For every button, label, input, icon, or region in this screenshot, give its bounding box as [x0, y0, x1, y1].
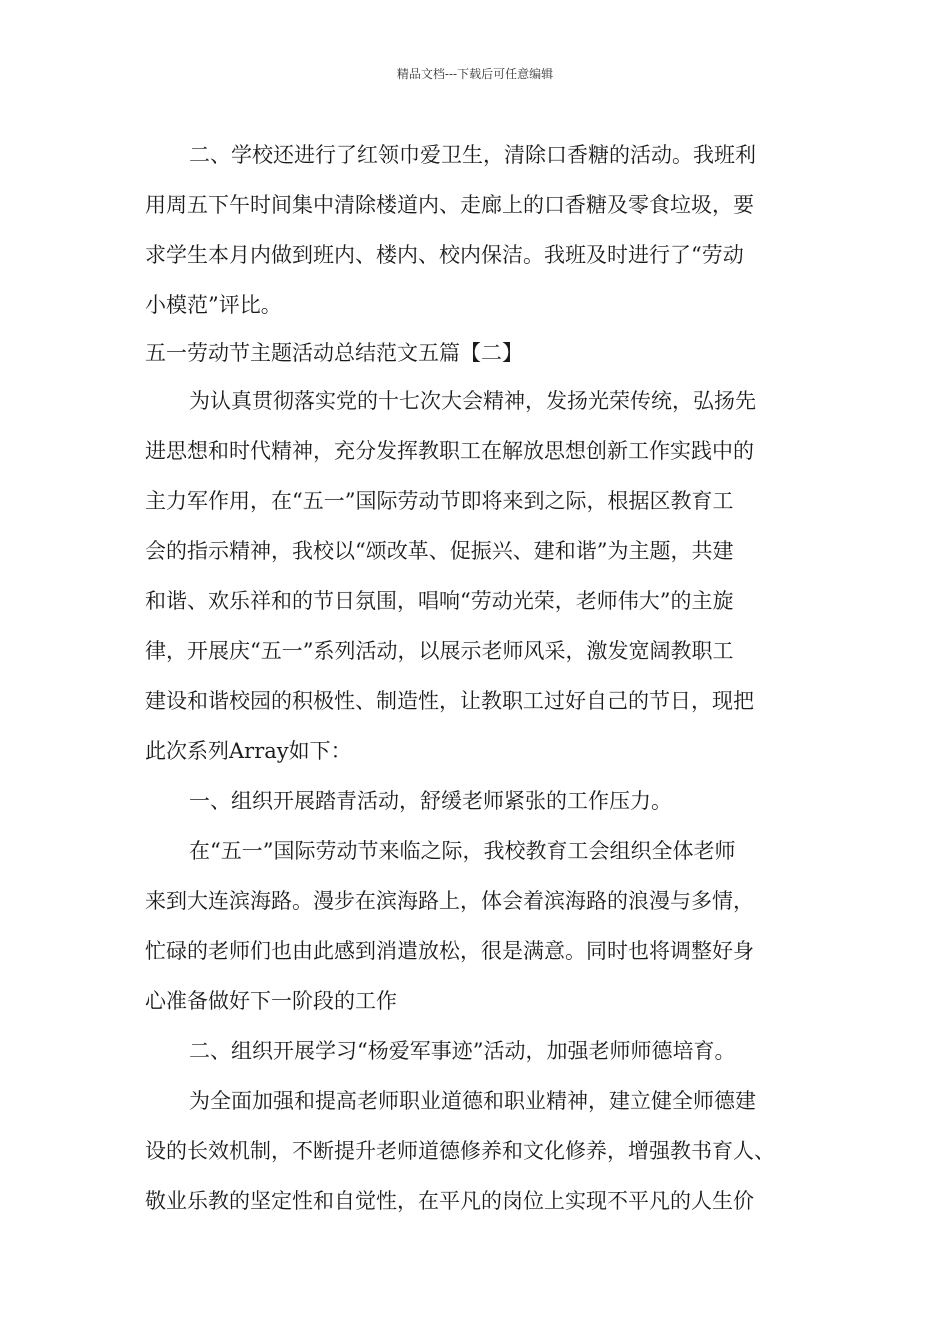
paragraph-line: 主力军作用，在“五一”国际劳动节即将来到之际，根据区教育工	[145, 489, 734, 513]
paragraph-line: 敬业乐教的坚定性和自觉性，在平凡的岗位上实现不平凡的人生价	[145, 1189, 754, 1213]
paragraph-line: 为全面加强和提高老师职业道德和职业精神，建立健全师德建	[189, 1089, 756, 1113]
paragraph-line: 二、组织开展学习“杨爱军事迹”活动，加强老师师德培育。	[189, 1039, 736, 1063]
paragraph-line: 心准备做好下一阶段的工作	[145, 989, 397, 1013]
section-heading: 五一劳动节主题活动总结范文五篇【二】	[145, 341, 523, 365]
paragraph-line: 建设和谐校园的积极性、制造性，让教职工过好自己的节日，现把	[145, 689, 754, 713]
page-header: 精品文档---下载后可任意编辑	[396, 67, 554, 81]
paragraph-line: 在“五一”国际劳动节来临之际，我校教育工会组织全体老师	[189, 839, 736, 863]
paragraph-line: 设的长效机制，不断提升老师道德修养和文化修养，增强教书育人、	[145, 1139, 775, 1163]
paragraph-line: 此次系列Array如下：	[145, 739, 352, 763]
document-body	[145, 130, 821, 1226]
paragraph-line: 一、组织开展踏青活动，舒缓老师紧张的工作压力。	[189, 789, 672, 813]
paragraph-line: 律，开展庆“五一”系列活动，以展示老师风采，激发宽阔教职工	[145, 639, 734, 663]
paragraph-line: 和谐、欢乐祥和的节日氛围，唱响“劳动光荣，老师伟大”的主旋	[145, 589, 734, 613]
paragraph-line: 会的指示精神，我校以“颂改革、促振兴、建和谐”为主题，共建	[145, 539, 734, 563]
paragraph-line: 小模范”评比。	[145, 293, 282, 317]
paragraph-line: 用周五下午时间集中清除楼道内、走廊上的口香糖及零食垃圾，要	[145, 193, 754, 217]
paragraph-line: 为认真贯彻落实党的十七次大会精神，发扬光荣传统，弘扬先	[189, 389, 756, 413]
paragraph-line: 来到大连滨海路。漫步在滨海路上，体会着滨海路的浪漫与多情，	[145, 889, 754, 913]
paragraph-line: 二、学校还进行了红领巾爱卫生，清除口香糖的活动。我班利	[189, 143, 756, 167]
paragraph-line: 求学生本月内做到班内、楼内、校内保洁。我班及时进行了“劳动	[145, 243, 744, 267]
paragraph-line: 忙碌的老师们也由此感到消遣放松，很是满意。同时也将调整好身	[145, 939, 754, 963]
paragraph-line: 进思想和时代精神，充分发挥教职工在解放思想创新工作实践中的	[145, 439, 754, 463]
